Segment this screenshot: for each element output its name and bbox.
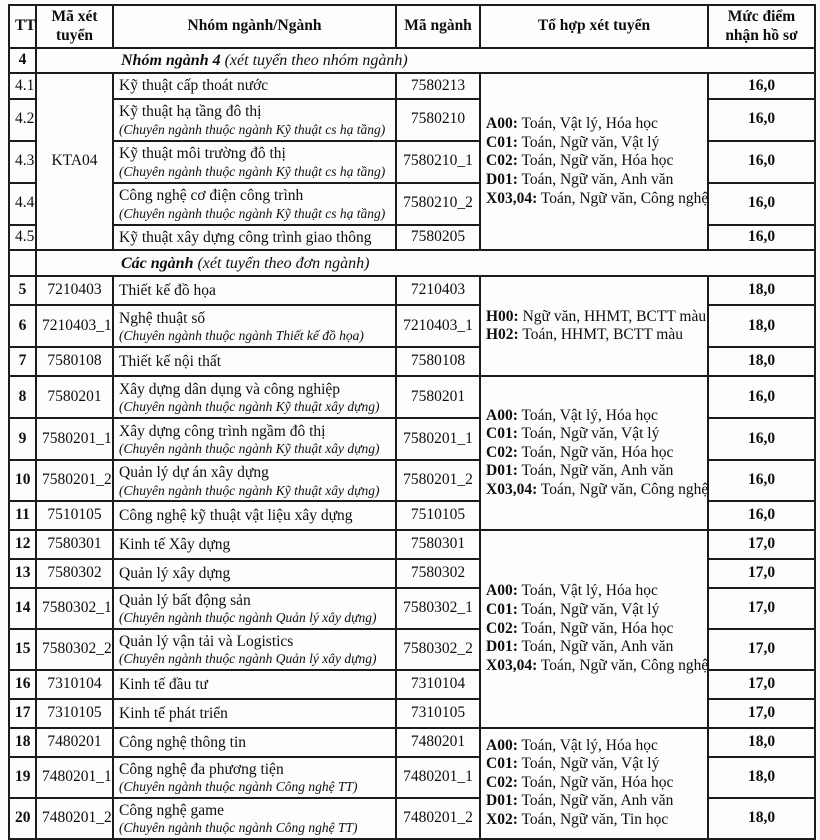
major-code-cell: 7310105 xyxy=(396,699,480,728)
major-name: Xây dựng công trình ngầm đô thị xyxy=(119,422,326,440)
header-admission-code: Mã xét tuyển xyxy=(36,5,113,48)
major-name-cell xyxy=(113,588,396,629)
major-code-cell: 7580210_1 xyxy=(396,141,480,183)
combo-code: D01: xyxy=(486,171,518,189)
admission-code-cell: 7580108 xyxy=(36,347,113,376)
combo-subjects: Toán, Ngữ văn, Vật lý xyxy=(517,601,660,619)
tt-cell: 10 xyxy=(9,460,36,501)
combo-subjects: Toán, Ngữ văn, Tin học xyxy=(517,811,669,829)
combination-line xyxy=(486,115,702,134)
major-name: Công nghệ đa phương tiện xyxy=(119,760,284,778)
admission-code-cell: 7580302_2 xyxy=(36,629,113,670)
major-name-cell xyxy=(113,559,396,588)
major-subnote: (Chuyên ngành thuộc ngành Kỹ thuật xây dựng) xyxy=(119,441,380,457)
combination-block xyxy=(480,728,708,839)
major-name: Quản lý xây dựng xyxy=(119,564,231,582)
admission-code-cell: 7580201 xyxy=(36,376,113,418)
major-name-cell xyxy=(113,501,396,530)
combination-block xyxy=(480,530,708,728)
tt-cell: 4.4 xyxy=(9,183,36,225)
header-major-code: Mã ngành xyxy=(396,5,480,48)
tt-cell: 18 xyxy=(9,728,36,757)
combo-subjects: Toán, Ngữ văn, Hóa học xyxy=(517,619,674,637)
major-name: Công nghệ cơ điện công trình xyxy=(119,187,304,205)
table-row xyxy=(9,73,815,98)
combo-subjects: Toán, Ngữ văn, Anh văn xyxy=(517,638,674,656)
major-code-cell: 7510105 xyxy=(396,501,480,530)
major-code-cell: 7580108 xyxy=(396,347,480,376)
score-cell: 18,0 xyxy=(708,347,815,376)
combination-line xyxy=(486,737,702,756)
major-name-cell xyxy=(113,798,396,839)
major-code-cell: 7580205 xyxy=(396,225,480,250)
combo-subjects: Toán, Vật lý, Hóa học xyxy=(517,406,658,424)
major-subnote: (Chuyên ngành thuộc ngành Kỹ thuật cs hạ tầng) xyxy=(119,205,386,221)
group4-header-row xyxy=(9,48,815,73)
tt-cell xyxy=(9,250,36,276)
major-name-cell xyxy=(113,225,396,250)
combo-code: C01: xyxy=(486,425,518,443)
major-subnote: (Chuyên ngành thuộc ngành Quản lý xây dựng) xyxy=(119,610,377,626)
major-name-cell xyxy=(113,460,396,501)
combo-code: D01: xyxy=(486,792,518,810)
combo-code: C02: xyxy=(486,773,518,791)
major-code-cell: 7580201 xyxy=(396,376,480,418)
major-name: Nghệ thuật số xyxy=(119,309,206,327)
combination-line xyxy=(486,601,702,620)
combo-code: X02: xyxy=(486,811,518,829)
score-cell: 17,0 xyxy=(708,530,815,559)
combination-line xyxy=(486,620,702,639)
tt-cell: 12 xyxy=(9,530,36,559)
combo-code: C02: xyxy=(486,619,518,637)
major-name: Kỹ thuật cấp thoát nước xyxy=(119,77,269,95)
combination-line xyxy=(486,152,702,171)
major-subnote: (Chuyên ngành thuộc ngành Kỹ thuật xây dựng) xyxy=(119,399,380,415)
combo-subjects: Toán, Vật lý, Hóa học xyxy=(517,582,658,600)
combination-line xyxy=(486,189,709,209)
combination-line xyxy=(486,755,702,774)
table-row xyxy=(9,276,815,305)
combination-line xyxy=(486,326,702,345)
combination-line xyxy=(486,811,702,830)
score-cell: 18,0 xyxy=(708,757,815,798)
combo-code: C01: xyxy=(486,133,518,151)
admission-code-cell: 7580302_1 xyxy=(36,588,113,629)
major-name: Kinh tế phát triển xyxy=(119,704,228,722)
score-cell: 16,0 xyxy=(708,99,815,141)
major-name-cell xyxy=(113,73,396,98)
major-name: Kinh tế đầu tư xyxy=(119,675,208,693)
combo-code: A00: xyxy=(486,736,518,754)
major-name-cell xyxy=(113,141,396,183)
admission-code-cell: KTA04 xyxy=(36,73,113,250)
single-section-title-note: (xét tuyển theo đơn ngành) xyxy=(193,254,370,272)
major-subnote: (Chuyên ngành thuộc ngành Kỹ thuật cs hạ tầng) xyxy=(119,163,386,179)
combo-code: C02: xyxy=(486,152,518,170)
score-cell: 16,0 xyxy=(708,418,815,460)
major-name: Xây dựng dân dụng và công nghiệp xyxy=(119,380,341,398)
score-cell: 17,0 xyxy=(708,588,815,629)
combo-code: C02: xyxy=(486,443,518,461)
combo-subjects: Toán, Vật lý, Hóa học xyxy=(517,736,658,754)
score-cell: 16,0 xyxy=(708,141,815,183)
admissions-table xyxy=(8,4,816,840)
group4-title-note: (xét tuyển theo nhóm ngành) xyxy=(220,52,408,70)
major-subnote: (Chuyên ngành thuộc ngành Kỹ thuật cs hạ tầng) xyxy=(119,121,386,137)
tt-cell: 4.2 xyxy=(9,99,36,141)
admission-code-cell: 7310105 xyxy=(36,699,113,728)
admission-code-cell: 7480201_1 xyxy=(36,757,113,798)
combo-subjects: Toán, Ngữ văn, Anh văn xyxy=(517,171,674,189)
combo-subjects: Toán, Ngữ văn, Anh văn xyxy=(517,792,674,810)
major-subnote: (Chuyên ngành thuộc ngành Kỹ thuật xây dựng) xyxy=(119,482,380,498)
combo-code: D01: xyxy=(486,638,518,656)
major-name: Kỹ thuật môi trường đô thị xyxy=(119,145,286,163)
combo-code: C01: xyxy=(486,755,518,773)
combo-subjects: Toán, HHMT, BCTT màu xyxy=(518,326,683,344)
header-major-group: Nhóm ngành/Ngành xyxy=(113,5,396,48)
major-subnote: (Chuyên ngành thuộc ngành Công nghệ TT) xyxy=(119,820,358,836)
combo-subjects: Toán, Ngữ văn, Vật lý xyxy=(517,133,660,151)
major-code-cell: 7480201_1 xyxy=(396,757,480,798)
major-name-cell xyxy=(113,305,396,347)
tt-cell: 15 xyxy=(9,629,36,670)
table-row xyxy=(9,728,815,757)
major-name: Thiết kế đồ họa xyxy=(119,281,216,299)
combo-code: D01: xyxy=(486,462,518,480)
combination-line xyxy=(486,656,709,676)
combo-subjects: Toán, Ngữ văn, Công nghệ xyxy=(537,480,709,498)
group4-title: Nhóm ngành 4 xyxy=(121,52,221,70)
combination-line xyxy=(486,462,702,481)
major-code-cell: 7580302_1 xyxy=(396,588,480,629)
major-subnote: (Chuyên ngành thuộc ngành Công nghệ TT) xyxy=(119,779,358,795)
combination-line xyxy=(486,792,702,811)
combination-line xyxy=(486,171,702,190)
admission-code-cell: 7210403 xyxy=(36,276,113,305)
major-code-cell: 7210403_1 xyxy=(396,305,480,347)
tt-cell: 4 xyxy=(9,48,36,73)
major-name-cell xyxy=(113,629,396,670)
combination-line xyxy=(486,774,702,793)
combination-line xyxy=(486,638,702,657)
combo-subjects: Toán, Ngữ văn, Anh văn xyxy=(517,462,674,480)
table-row xyxy=(9,530,815,559)
major-name: Kỹ thuật hạ tầng đô thị xyxy=(119,103,262,121)
combo-subjects: Toán, Ngữ văn, Hóa học xyxy=(517,443,674,461)
header-tt: TT xyxy=(9,5,36,48)
tt-cell: 14 xyxy=(9,588,36,629)
major-code-cell: 7580201_1 xyxy=(396,418,480,460)
admission-code-cell: 7210403_1 xyxy=(36,305,113,347)
major-name-cell xyxy=(113,670,396,699)
combo-code: X03,04: xyxy=(486,480,538,498)
admission-code-cell: 7580201_1 xyxy=(36,418,113,460)
major-name-cell xyxy=(113,276,396,305)
score-cell: 17,0 xyxy=(708,699,815,728)
major-code-cell: 7580302 xyxy=(396,559,480,588)
combo-subjects: Toán, Ngữ văn, Hóa học xyxy=(517,152,674,170)
tt-cell: 4.1 xyxy=(9,73,36,98)
single-section-title: Các ngành xyxy=(121,254,194,272)
admission-code-cell: 7580201_2 xyxy=(36,460,113,501)
combo-subjects: Toán, Vật lý, Hóa học xyxy=(517,115,658,133)
score-cell: 18,0 xyxy=(708,728,815,757)
combination-line xyxy=(486,480,709,500)
single-section-header-row xyxy=(9,250,815,276)
score-cell: 17,0 xyxy=(708,629,815,670)
combo-subjects: Toán, Ngữ văn, Hóa học xyxy=(517,773,674,791)
combo-code: A00: xyxy=(486,115,518,133)
major-name-cell xyxy=(113,183,396,225)
major-subnote: (Chuyên ngành thuộc ngành Thiết kế đồ họa) xyxy=(119,328,364,344)
major-code-cell: 7210403 xyxy=(396,276,480,305)
major-name-cell xyxy=(113,757,396,798)
admission-code-cell: 7580302 xyxy=(36,559,113,588)
tt-cell: 13 xyxy=(9,559,36,588)
tt-cell: 5 xyxy=(9,276,36,305)
score-cell: 17,0 xyxy=(708,670,815,699)
score-cell: 18,0 xyxy=(708,276,815,305)
combination-line xyxy=(486,444,702,463)
major-code-cell: 7580301 xyxy=(396,530,480,559)
major-code-cell: 7310104 xyxy=(396,670,480,699)
major-name: Quản lý dự án xây dựng xyxy=(119,464,269,482)
score-cell: 18,0 xyxy=(708,798,815,839)
major-name-cell xyxy=(113,728,396,757)
combo-code: A00: xyxy=(486,582,518,600)
major-code-cell: 7580210 xyxy=(396,99,480,141)
tt-cell: 9 xyxy=(9,418,36,460)
major-code-cell: 7580302_2 xyxy=(396,629,480,670)
table-row xyxy=(9,376,815,418)
combination-line xyxy=(486,582,702,601)
score-cell: 16,0 xyxy=(708,225,815,250)
combo-subjects: Toán, Ngữ văn, Công nghệ xyxy=(537,189,709,207)
combo-subjects: Ngữ văn, HHMT, BCTT màu xyxy=(518,307,707,325)
major-code-cell: 7480201_2 xyxy=(396,798,480,839)
tt-cell: 4.5 xyxy=(9,225,36,250)
combo-code: X03,04: xyxy=(486,656,538,674)
tt-cell: 17 xyxy=(9,699,36,728)
combination-line xyxy=(486,407,702,426)
admission-code-cell: 7480201 xyxy=(36,728,113,757)
tt-cell: 8 xyxy=(9,376,36,418)
combination-line xyxy=(486,134,702,153)
major-code-cell: 7580213 xyxy=(396,73,480,98)
score-cell: 16,0 xyxy=(708,460,815,501)
header-combination: Tổ hợp xét tuyển xyxy=(480,5,708,48)
combo-code: A00: xyxy=(486,406,518,424)
admission-code-cell: 7480201_2 xyxy=(36,798,113,839)
combo-code: H00: xyxy=(486,307,519,325)
tt-cell: 19 xyxy=(9,757,36,798)
major-name-cell xyxy=(113,418,396,460)
major-name-cell xyxy=(113,699,396,728)
single-section-title-cell xyxy=(36,250,815,276)
score-cell: 16,0 xyxy=(708,183,815,225)
major-code-cell: 7480201 xyxy=(396,728,480,757)
score-cell: 16,0 xyxy=(708,73,815,98)
combo-code: C01: xyxy=(486,601,518,619)
admission-code-cell: 7310104 xyxy=(36,670,113,699)
major-name-cell xyxy=(113,530,396,559)
major-subnote: (Chuyên ngành thuộc ngành Quản lý xây dựng) xyxy=(119,651,377,667)
score-cell: 17,0 xyxy=(708,559,815,588)
combination-line xyxy=(486,425,702,444)
combination-line xyxy=(486,307,707,327)
table-header-row xyxy=(9,5,815,48)
combination-block xyxy=(480,376,708,530)
major-name: Công nghệ thông tin xyxy=(119,733,247,751)
major-name: Công nghệ game xyxy=(119,801,225,819)
combo-code: H02: xyxy=(486,326,519,344)
tt-cell: 11 xyxy=(9,501,36,530)
admission-code-cell: 7580301 xyxy=(36,530,113,559)
combo-code: X03,04: xyxy=(486,189,538,207)
group4-title-cell xyxy=(36,48,815,73)
score-cell: 16,0 xyxy=(708,501,815,530)
major-name: Kỹ thuật xây dựng công trình giao thông xyxy=(119,228,372,246)
header-score: Mức điểm nhận hồ sơ xyxy=(708,5,815,48)
score-cell: 16,0 xyxy=(708,376,815,418)
major-name: Thiết kế nội thất xyxy=(119,352,222,370)
major-name-cell xyxy=(113,376,396,418)
tt-cell: 20 xyxy=(9,798,36,839)
major-name: Quản lý bất động sản xyxy=(119,592,251,610)
combo-subjects: Toán, Ngữ văn, Vật lý xyxy=(517,425,660,443)
major-code-cell: 7580210_2 xyxy=(396,183,480,225)
tt-cell: 4.3 xyxy=(9,141,36,183)
tt-cell: 7 xyxy=(9,347,36,376)
major-code-cell: 7580201_2 xyxy=(396,460,480,501)
major-name-cell xyxy=(113,99,396,141)
tt-cell: 16 xyxy=(9,670,36,699)
tt-cell: 6 xyxy=(9,305,36,347)
combo-subjects: Toán, Ngữ văn, Công nghệ xyxy=(537,656,709,674)
combination-block xyxy=(480,73,708,250)
combination-block xyxy=(480,276,708,376)
major-name: Công nghệ kỹ thuật vật liệu xây dựng xyxy=(119,506,353,524)
score-cell: 18,0 xyxy=(708,305,815,347)
combo-subjects: Toán, Ngữ văn, Vật lý xyxy=(517,755,660,773)
admission-code-cell: 7510105 xyxy=(36,501,113,530)
major-name-cell xyxy=(113,347,396,376)
major-name: Quản lý vận tải và Logistics xyxy=(119,632,294,650)
major-name: Kinh tế Xây dựng xyxy=(119,535,231,553)
